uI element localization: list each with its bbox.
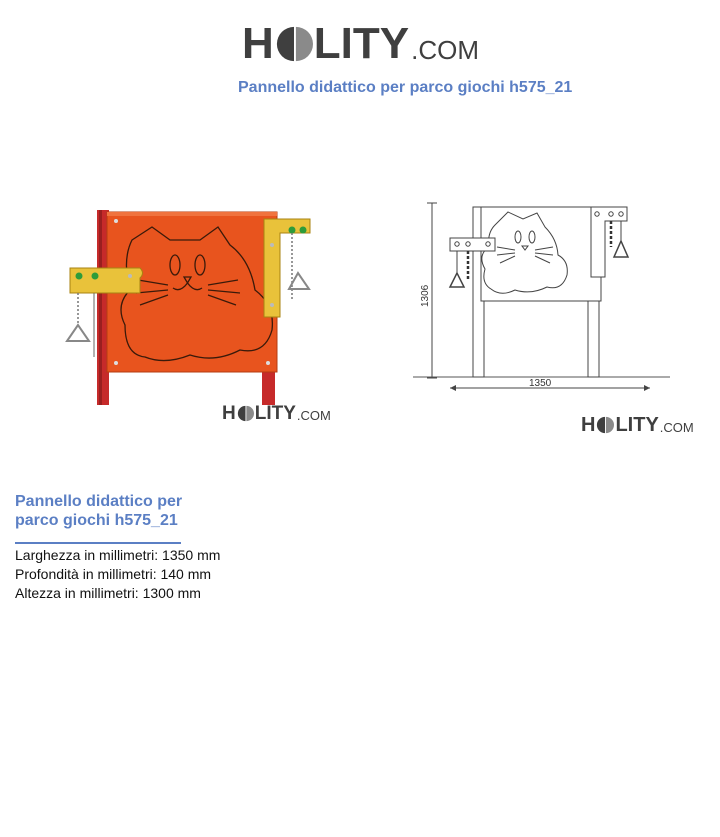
holity-logo-mark-icon xyxy=(237,405,254,422)
spec-height: Altezza in millimetri: 1300 mm xyxy=(15,585,201,601)
logo-suffix: .COM xyxy=(659,420,694,435)
page-title: Pannello didattico per parco giochi h575_21 xyxy=(238,79,573,96)
width-dimension-label: 1350 xyxy=(529,378,552,389)
product-heading xyxy=(15,492,215,530)
spec-depth: Profondità in millimetri: 140 mm xyxy=(15,566,212,582)
product-heading-line1: Pannello didattico per xyxy=(15,493,183,510)
product-heading-line2: parco giochi h575_21 xyxy=(15,512,178,529)
logo-letter-h: H xyxy=(242,19,274,68)
spec-width: Larghezza in millimetri: 1350 mm xyxy=(15,547,221,563)
technical-drawing xyxy=(405,195,675,410)
section-divider xyxy=(15,542,181,544)
logo-suffix: .COM xyxy=(411,35,479,65)
logo-suffix: .COM xyxy=(296,408,331,423)
holity-logo-watermark xyxy=(222,404,331,423)
logo-letters-lity: LITY xyxy=(254,403,296,424)
logo-letters-lity: LITY xyxy=(615,414,659,436)
height-dimension-label: 1306 xyxy=(420,284,431,307)
holity-logo[interactable] xyxy=(242,19,479,68)
holity-logo-mark-icon xyxy=(596,416,614,434)
holity-logo-watermark xyxy=(581,415,694,435)
logo-letter-h: H xyxy=(222,403,236,424)
holity-logo-mark-icon xyxy=(275,25,313,63)
product-photo xyxy=(60,205,320,415)
logo-letters-lity: LITY xyxy=(313,19,410,68)
logo-letter-h: H xyxy=(581,414,596,436)
spec-list xyxy=(15,546,220,603)
